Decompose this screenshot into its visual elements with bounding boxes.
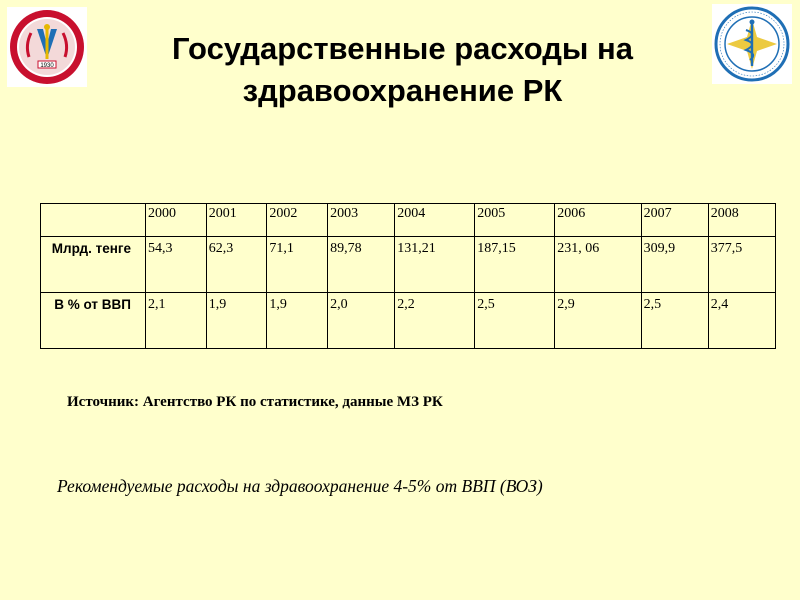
table-row bbox=[41, 237, 776, 293]
year-header: 2004 bbox=[395, 204, 475, 237]
table-header-row bbox=[41, 204, 776, 237]
table-cell: 309,9 bbox=[641, 237, 708, 293]
year-header: 2008 bbox=[708, 204, 775, 237]
table-cell: 2,2 bbox=[395, 293, 475, 349]
table-corner-cell bbox=[41, 204, 146, 237]
year-header: 2000 bbox=[146, 204, 207, 237]
logo-year-text: 1930 bbox=[40, 63, 54, 69]
table-cell: 2,5 bbox=[475, 293, 555, 349]
table-cell: 377,5 bbox=[708, 237, 775, 293]
year-header: 2007 bbox=[641, 204, 708, 237]
year-header: 2005 bbox=[475, 204, 555, 237]
year-header: 2003 bbox=[328, 204, 395, 237]
table-cell: 89,78 bbox=[328, 237, 395, 293]
table-cell: 131,21 bbox=[395, 237, 475, 293]
table-cell: 2,9 bbox=[555, 293, 641, 349]
table-cell: 2,5 bbox=[641, 293, 708, 349]
year-header: 2001 bbox=[206, 204, 267, 237]
university-logo-left bbox=[7, 7, 87, 87]
table-cell: 187,15 bbox=[475, 237, 555, 293]
table-cell: 54,3 bbox=[146, 237, 207, 293]
table-cell: 2,1 bbox=[146, 293, 207, 349]
recommendation-note: Рекомендуемые расходы на здравоохранение 4-5% от ВВП (ВОЗ) bbox=[57, 476, 543, 496]
table-cell: 231, 06 bbox=[555, 237, 641, 293]
table-row bbox=[41, 293, 776, 349]
year-header: 2002 bbox=[267, 204, 328, 237]
table-cell: 2,0 bbox=[328, 293, 395, 349]
university-logo-right bbox=[712, 4, 792, 84]
row-label: Млрд. тенге bbox=[41, 237, 146, 293]
table-cell: 2,4 bbox=[708, 293, 775, 349]
year-header: 2006 bbox=[555, 204, 641, 237]
table-cell: 71,1 bbox=[267, 237, 328, 293]
table-cell: 1,9 bbox=[267, 293, 328, 349]
page-title: Государственные расходы на здравоохранение РК bbox=[172, 31, 633, 108]
expenditure-table bbox=[40, 203, 776, 349]
caduceus-emblem-icon bbox=[712, 4, 792, 84]
source-note: Источник: Агентство РК по статистике, данные МЗ РК bbox=[67, 394, 443, 410]
medical-university-emblem-icon bbox=[7, 7, 87, 87]
row-label: В % от ВВП bbox=[41, 293, 146, 349]
table-cell: 1,9 bbox=[206, 293, 267, 349]
table-cell: 62,3 bbox=[206, 237, 267, 293]
